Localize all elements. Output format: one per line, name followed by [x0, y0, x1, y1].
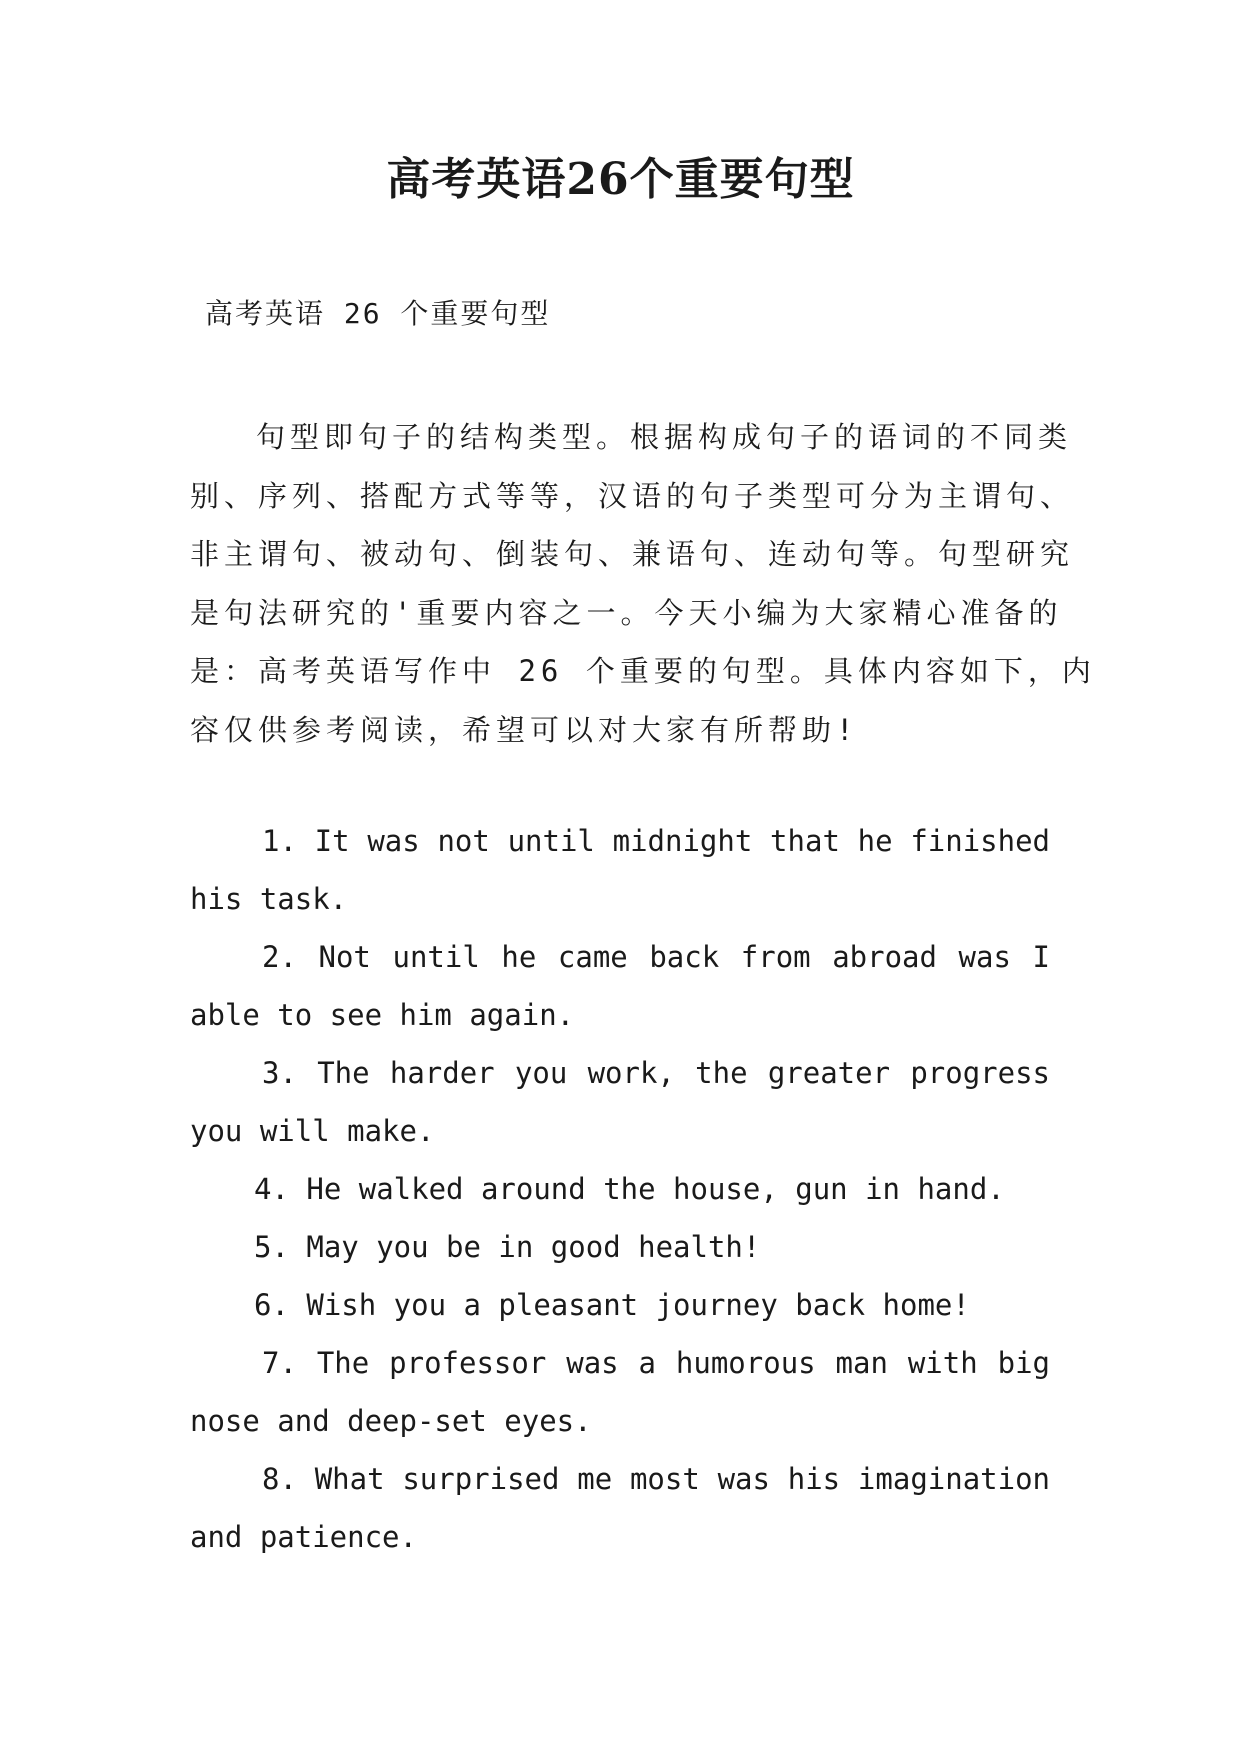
sentence-line: 4. He walked around the house, gun in hand. — [254, 1172, 1005, 1206]
intro-line: 非主谓句、被动句、倒装句、兼语句、连动句等。句型研究 — [190, 537, 1075, 571]
sentence-item — [190, 1160, 1050, 1218]
sentence-line: 8. What surprised me most was his imagination — [262, 1462, 1050, 1496]
sentence-line: 3. The harder you work, the greater progress — [262, 1056, 1050, 1090]
document-title: 高考英语26个重要句型 — [386, 154, 855, 205]
sentence-item — [190, 1044, 1050, 1160]
intro-paragraph — [190, 408, 1096, 759]
intro-line: 是句法研究的'重要内容之一。今天小编为大家精心准备的 — [190, 595, 1063, 630]
sentence-item — [190, 1334, 1050, 1450]
sentence-item — [190, 1218, 1050, 1276]
sentence-continuation: his task. — [190, 882, 348, 916]
sentence-continuation: nose and deep-set eyes. — [190, 1404, 592, 1438]
intro-line: 别、序列、搭配方式等等，汉语的句子类型可分为主谓句、 — [190, 478, 1075, 513]
sentence-item — [190, 812, 1050, 928]
sentence-list — [190, 812, 1050, 1566]
sentence-line: 5. May you be in good health! — [254, 1230, 761, 1264]
intro-line: 容仅供参考阅读，希望可以对大家有所帮助! — [190, 712, 859, 747]
sentence-line: 7. The professor was a humorous man with big — [262, 1346, 1050, 1380]
sentence-item — [190, 1450, 1050, 1566]
sentence-line: 1. It was not until midnight that he finished — [262, 824, 1050, 858]
intro-line: 句型即句子的结构类型。根据构成句子的语词的不同类 — [256, 420, 1073, 454]
document-subtitle: 高考英语 26 个重要句型 — [205, 297, 551, 330]
sentence-continuation: and patience. — [190, 1520, 417, 1554]
sentence-item — [190, 928, 1050, 1044]
sentence-line: 2. Not until he came back from abroad was I — [262, 940, 1050, 974]
intro-line: 是：高考英语写作中 26 个重要的句型。具体内容如下，内 — [190, 654, 1096, 688]
sentence-line: 6. Wish you a pleasant journey back home! — [254, 1288, 970, 1322]
sentence-continuation: able to see him again. — [190, 998, 575, 1032]
sentence-item — [190, 1276, 1050, 1334]
sentence-continuation: you will make. — [190, 1114, 435, 1148]
